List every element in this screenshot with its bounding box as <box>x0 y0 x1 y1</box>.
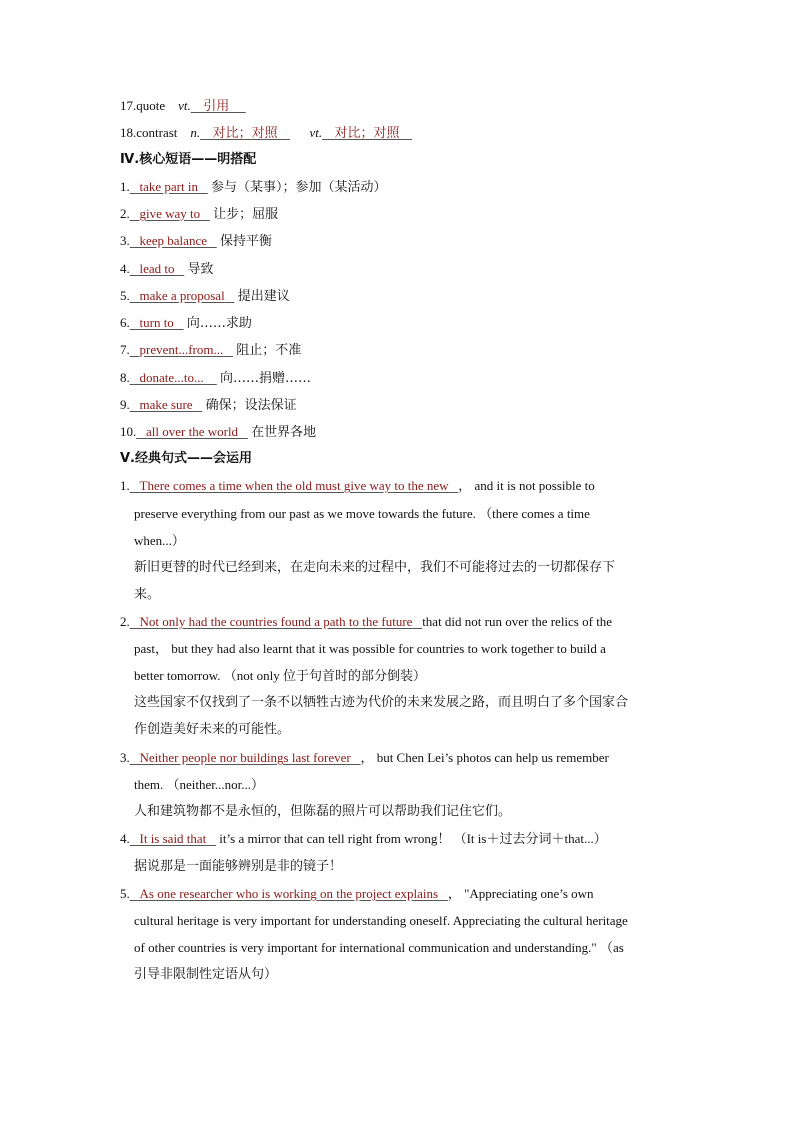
sentence-continuation: cultural heritage is very important for understanding oneself. Appreciating the cultural heritage <box>134 913 628 928</box>
phrase-item: 10. all over the world 在世界各地 <box>120 424 317 440</box>
answer-blank: 引用 <box>203 99 230 114</box>
phrase-item: 1. take part in 参与（某事）；参加（某活动） <box>120 179 387 195</box>
sentence-item: 3. Neither people nor buildings last forever ， but Chen Lei’s photos can help us remember <box>120 750 609 765</box>
phrase-item: 8. donate...to... 向……捐赠…… <box>120 370 312 386</box>
phrase-item: 2. give way to 让步；屈服 <box>120 206 279 222</box>
sentence-translation: 这些国家不仅找到了一条不以牺牲古迹为代价的未来发展之路，而且明白了多个国家合 <box>134 695 629 710</box>
phrase-item: 9. make sure 确保；设法保证 <box>120 397 297 413</box>
part-of-speech: vt. <box>309 125 323 140</box>
sentence-translation: 引导非限制性定语从句） <box>134 967 278 982</box>
sentence-item: 4. It is said that it’s a mirror that can tell right from wrong！ （It is＋过去分词＋that...） <box>120 831 607 846</box>
answer-blank: 对比；对照 <box>212 126 278 141</box>
part-of-speech: vt. <box>178 98 191 113</box>
sentence-translation: 来。 <box>134 587 161 602</box>
sentence-continuation: better tomorrow. （not only 位于句首时的部分倒装） <box>134 668 426 683</box>
item-number: 17. <box>120 98 137 113</box>
sentence-translation: 人和建筑物都不是永恒的，但陈磊的照片可以帮助我们记住它们。 <box>134 804 512 819</box>
phrase-item: 4. lead to 导致 <box>120 261 214 277</box>
section-heading: Ⅴ.经典句式——会运用 <box>120 451 252 466</box>
sentence-item: 1. There comes a time when the old must give way to the new ， and it is not possible to <box>120 478 595 493</box>
phrase-item: 7. prevent...from... 阻止；不准 <box>120 342 302 358</box>
sentence-continuation: of other countries is very important for international communication and understanding." （as <box>134 940 624 955</box>
sentence-continuation: when...） <box>134 533 185 548</box>
phrase-item: 3. keep balance 保持平衡 <box>120 233 272 249</box>
sentence-translation: 据说那是一面能够辨别是非的镜子！ <box>134 859 343 874</box>
phrase-item: 6. turn to 向……求助 <box>120 315 252 331</box>
answer-blank: 对比；对照 <box>334 126 400 141</box>
vocab-word: contrast <box>136 125 178 140</box>
vocab-item-18 <box>120 119 680 147</box>
sentence-translation: 作创造美好未来的可能性。 <box>134 722 291 737</box>
sentence-continuation: preserve everything from our past as we move towards the future. （there comes a time <box>134 506 590 521</box>
section-heading: Ⅳ.核心短语——明搭配 <box>120 152 257 167</box>
item-number: 18. <box>120 125 137 140</box>
sentence-continuation: past， but they had also learnt that it was possible for countries to work together to build a <box>134 641 606 656</box>
phrase-item: 5. make a proposal 提出建议 <box>120 288 290 304</box>
sentence-item: 2. Not only had the countries found a path to the future that did not run over the relics of the <box>120 614 613 629</box>
sentence-continuation: them. （neither...nor...） <box>134 777 264 792</box>
sentence-translation: 新旧更替的时代已经到来，在走向未来的过程中，我们不可能将过去的一切都保存下 <box>134 560 616 575</box>
part-of-speech: n. <box>190 125 201 140</box>
sentence-item: 5. As one researcher who is working on the project explains ， "Appreciating one’s own <box>120 886 594 901</box>
vocab-word: quote <box>136 98 166 113</box>
vocab-item-17 <box>120 92 680 120</box>
